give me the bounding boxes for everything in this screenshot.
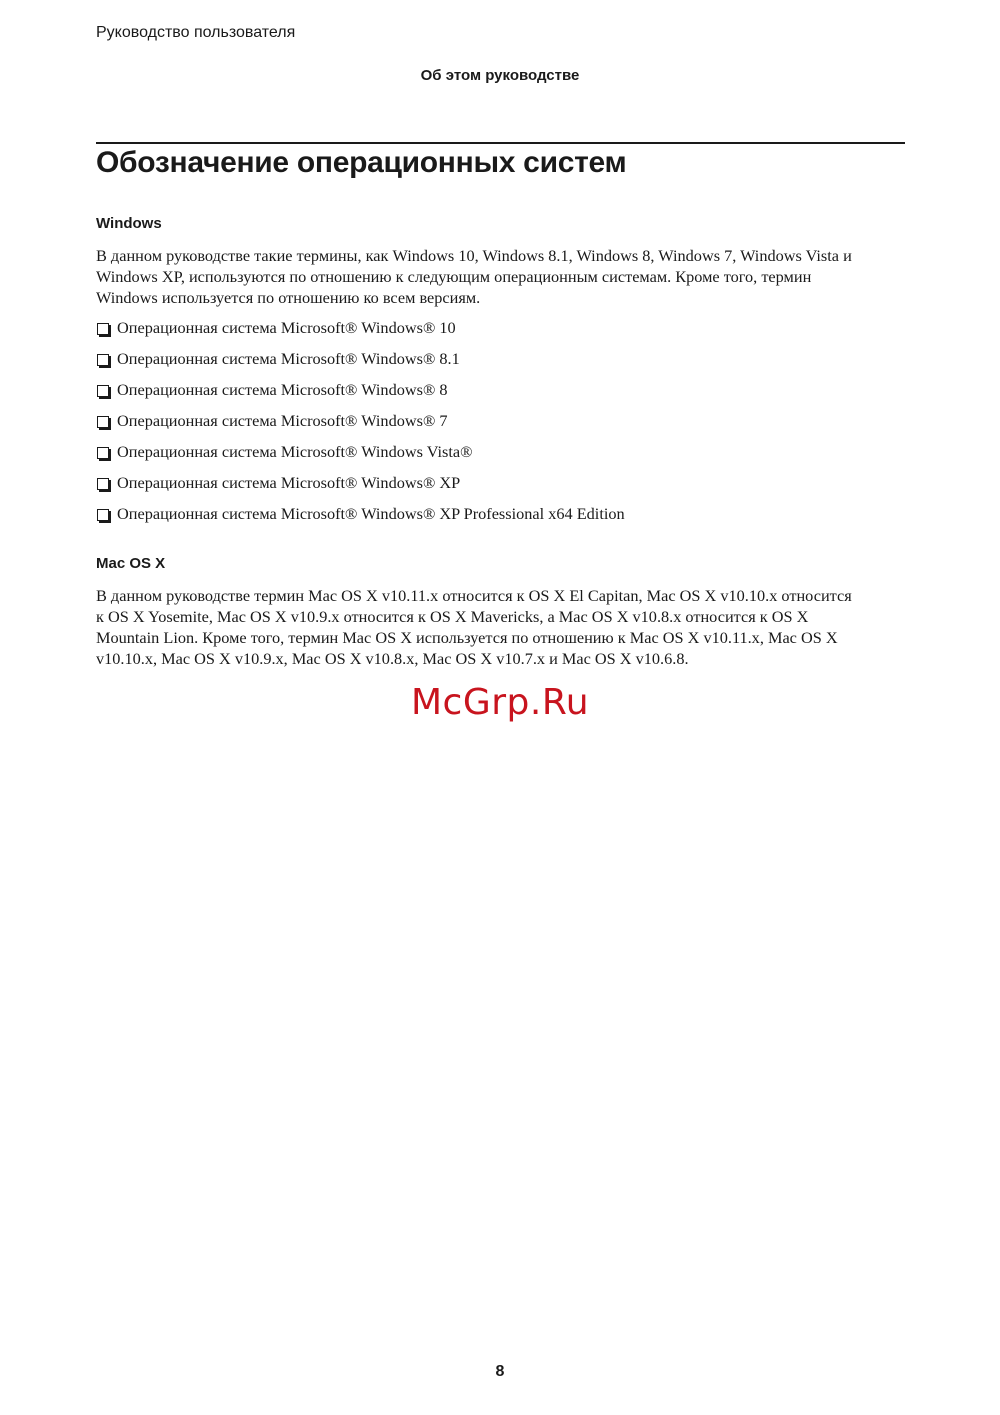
list-item-text: Операционная система Microsoft® Windows® 8 xyxy=(117,380,448,399)
list-item-text: Операционная система Microsoft® Windows Vista® xyxy=(117,442,473,461)
list-item-text: Операционная система Microsoft® Windows® 7 xyxy=(117,411,448,430)
windows-paragraph xyxy=(96,245,908,308)
list-item xyxy=(96,472,625,503)
list-item xyxy=(96,503,625,534)
paragraph-line: Windows используется по отношению ко всем версиям. xyxy=(96,288,481,307)
mac-paragraph xyxy=(96,585,908,669)
paragraph-line: В данном руководстве такие термины, как Windows 10, Windows 8.1, Windows 8, Windows 7, Windows Vista и xyxy=(96,246,852,265)
title-rule xyxy=(96,142,905,144)
list-item xyxy=(96,410,625,441)
checkbox-bullet-icon xyxy=(97,447,109,459)
paragraph-line: Windows XP, используются по отношению к следующим операционным системам. Кроме того, термин xyxy=(96,267,812,286)
mac-heading: Mac OS X xyxy=(96,555,166,572)
checkbox-bullet-icon xyxy=(97,509,109,521)
list-item xyxy=(96,348,625,379)
checkbox-bullet-icon xyxy=(97,323,109,335)
checkbox-bullet-icon xyxy=(97,416,109,428)
paragraph-line: В данном руководстве термин Mac OS X v10.11.x относится к OS X El Capitan, Mac OS X v10.10.x относится xyxy=(96,586,852,605)
checkbox-bullet-icon xyxy=(97,478,109,490)
list-item-text: Операционная система Microsoft® Windows® 8.1 xyxy=(117,349,460,368)
list-item xyxy=(96,441,625,472)
windows-os-list xyxy=(96,317,625,534)
checkbox-bullet-icon xyxy=(97,354,109,366)
page-title: Обозначение операционных систем xyxy=(96,146,627,179)
list-item-text: Операционная система Microsoft® Windows® XP xyxy=(117,473,461,492)
paragraph-line: Mountain Lion. Кроме того, термин Mac OS X используется по отношению к Mac OS X v10.11.x, Mac OS X xyxy=(96,628,838,647)
list-item xyxy=(96,379,625,410)
list-item xyxy=(96,317,625,348)
page-number: 8 xyxy=(495,1363,505,1380)
paragraph-line: v10.10.x, Mac OS X v10.9.x, Mac OS X v10.8.x, Mac OS X v10.7.x и Mac OS X v10.6.8. xyxy=(96,649,689,668)
watermark: McGrp.Ru xyxy=(410,682,590,723)
list-item-text: Операционная система Microsoft® Windows® 10 xyxy=(117,318,456,337)
checkbox-bullet-icon xyxy=(97,385,109,397)
paragraph-line: к OS X Yosemite, Mac OS X v10.9.x относится к OS X Mavericks, а Mac OS X v10.8.x относится к OS X xyxy=(96,607,809,626)
list-item-text: Операционная система Microsoft® Windows® XP Professional x64 Edition xyxy=(117,504,625,523)
section-header: Об этом руководстве xyxy=(420,67,580,84)
windows-heading: Windows xyxy=(96,215,162,232)
running-header: Руководство пользователя xyxy=(96,24,296,41)
